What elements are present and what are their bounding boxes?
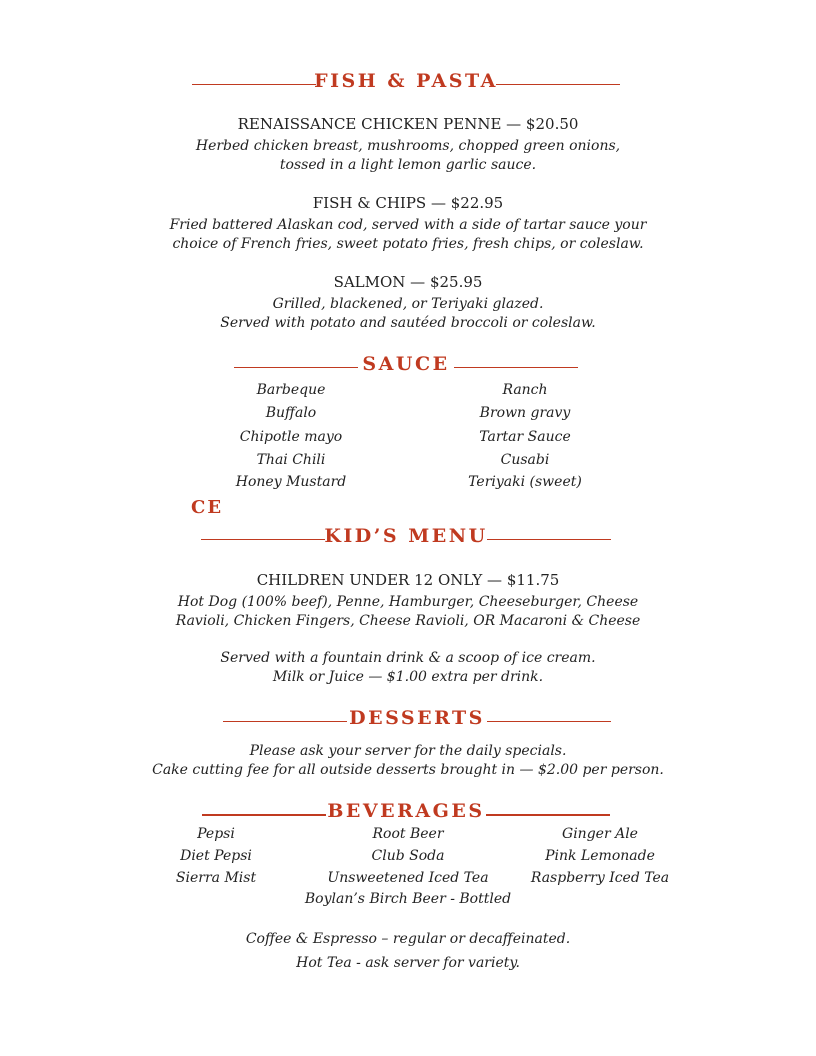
beverage-item: Root Beer — [372, 826, 444, 842]
section-title: SAUCE — [362, 353, 450, 375]
beverage-item: Raspberry Iced Tea — [530, 870, 670, 886]
section-title: FISH & PASTA — [314, 70, 498, 92]
menu-note: Milk or Juice — $1.00 extra per drink. — [272, 669, 544, 685]
desserts-line: Cake cutting fee for all outside desserts brought in — $2.00 per person. — [152, 762, 664, 778]
menu-item-desc: Grilled, blackened, or Teriyaki glazed. — [272, 296, 544, 312]
menu-item-desc: Ravioli, Chicken Fingers, Cheese Ravioli, OR Macaroni & Cheese — [175, 613, 641, 629]
menu-note: Served with a fountain drink & a scoop of ice cream. — [220, 650, 596, 666]
heading-rule-right — [487, 721, 611, 722]
beverage-item: Pepsi — [197, 826, 235, 842]
desserts-line: Please ask your server for the daily specials. — [249, 743, 567, 759]
sauce-item: Honey Mustard — [235, 474, 347, 490]
menu-item-desc: Hot Dog (100% beef), Penne, Hamburger, Cheeseburger, Cheese — [177, 594, 639, 610]
menu-item-title: RENAISSANCE CHICKEN PENNE — $20.50 — [237, 115, 579, 133]
section-title: BEVERAGES — [327, 800, 485, 822]
section-title: DESSERTS — [349, 707, 485, 729]
menu-item-desc: tossed in a light lemon garlic sauce. — [279, 157, 537, 173]
heading-rule-right — [486, 814, 610, 816]
desserts-heading — [223, 707, 611, 731]
heading-rule-right — [487, 539, 611, 540]
beverage-item: Club Soda — [371, 848, 445, 864]
beverage-item: Unsweetened Iced Tea — [327, 870, 489, 886]
stray-heading-fragment: CE — [191, 497, 224, 518]
beverage-item: Sierra Mist — [175, 870, 257, 886]
beverages-footer: Hot Tea - ask server for variety. — [296, 955, 520, 971]
sauce-item: Cusabi — [500, 452, 550, 468]
beverages-heading — [202, 800, 610, 824]
heading-rule-right — [496, 84, 620, 85]
sauce-item: Tartar Sauce — [479, 429, 571, 445]
sauce-item: Brown gravy — [479, 405, 571, 421]
menu-item-desc: Fried battered Alaskan cod, served with a side of tartar sauce your — [169, 217, 647, 233]
sauce-item: Barbeque — [256, 382, 326, 398]
fish-pasta-heading — [192, 70, 620, 94]
beverages-footer: Coffee & Espresso – regular or decaffeinated. — [245, 931, 571, 947]
menu-item-title: CHILDREN UNDER 12 ONLY — $11.75 — [256, 571, 560, 589]
kids-menu-heading — [201, 525, 611, 549]
beverage-item: Ginger Ale — [562, 826, 638, 842]
beverage-item: Pink Lemonade — [545, 848, 655, 864]
section-title: KID’S MENU — [324, 525, 488, 547]
sauce-item: Chipotle mayo — [239, 429, 343, 445]
menu-item-title: SALMON — $25.95 — [333, 273, 483, 291]
menu-item-desc: choice of French fries, sweet potato fries, fresh chips, or coleslaw. — [172, 236, 644, 252]
sauce-item: Ranch — [502, 382, 548, 398]
heading-rule-right — [454, 367, 578, 368]
menu-item-desc: Served with potato and sautéed broccoli or coleslaw. — [220, 315, 596, 331]
sauce-item: Buffalo — [265, 405, 317, 421]
beverage-item: Boylan’s Birch Beer - Bottled — [304, 891, 512, 907]
sauce-item: Teriyaki (sweet) — [468, 474, 582, 490]
sauce-item: Thai Chili — [256, 452, 326, 468]
menu-item-desc: Herbed chicken breast, mushrooms, chopped green onions, — [195, 138, 621, 154]
menu-item-title: FISH & CHIPS — $22.95 — [312, 194, 504, 212]
beverage-item: Diet Pepsi — [180, 848, 252, 864]
sauce-heading — [234, 353, 578, 377]
